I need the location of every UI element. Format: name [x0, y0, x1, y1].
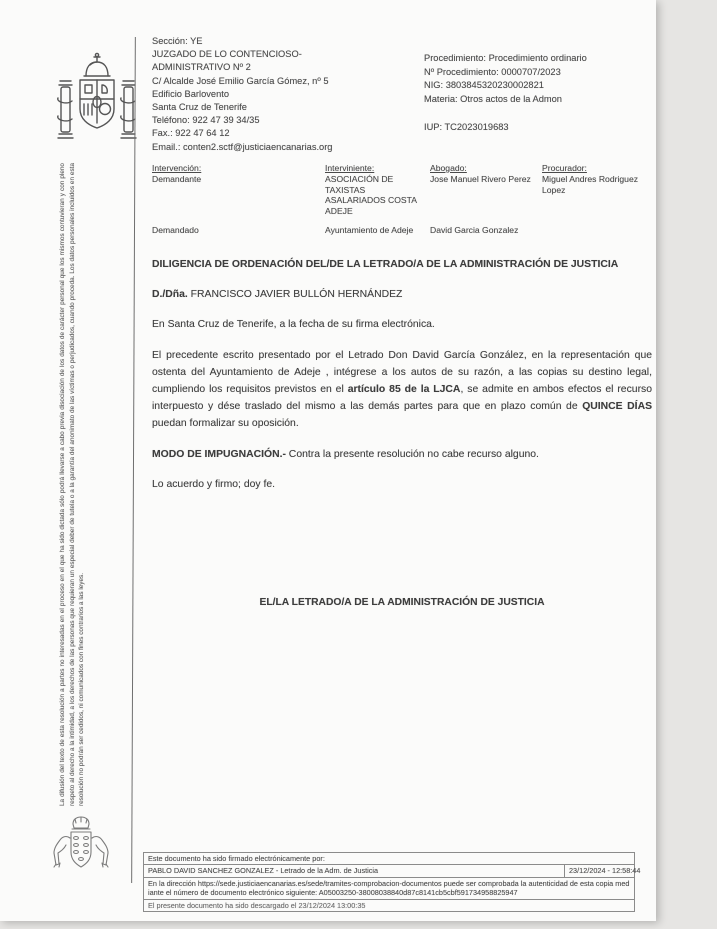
resolution-body [152, 256, 652, 506]
court-address-block [152, 35, 417, 154]
signature-title: EL/LA LETRADO/A DE LA ADMINISTRACIÓN DE JUSTICIA [259, 597, 545, 608]
main-paragraph-segment: puedan formalizar su oposición. [152, 418, 299, 430]
footer-signed-by-label: Este documento ha sido firmado electrónicamente por: [148, 854, 325, 863]
footer-signer-name: PABLO DAVID SANCHEZ GONZALEZ - Letrado de la Adm. de Justicia [148, 866, 379, 876]
signature-footer-table [143, 852, 641, 912]
margin-divider-line [131, 37, 136, 883]
party-row-intervencion: Demandado [152, 224, 199, 235]
party-row-procurador [542, 217, 654, 236]
official-line [152, 286, 652, 303]
parties-header-interviniente: Interviniente: [325, 163, 375, 173]
party-row-interviniente: ASOCIACIÓN DE TAXISTAS ASALARIADOS COSTA ADEJE [325, 173, 417, 217]
place-date-line: En Santa Cruz de Tenerife, a la fecha de su firma electrónica. [152, 319, 435, 331]
main-paragraph [152, 347, 652, 433]
court-email: Email.: conten2.sctf@justiciaencanarias.org [152, 141, 333, 152]
party-row-procurador: Miguel Andres Rodriguez Lopez [542, 173, 639, 195]
court-building: Edificio Barlovento [152, 88, 229, 99]
case-nig: NIG: 3803845320230002821 [424, 80, 544, 91]
parties-table [152, 163, 656, 236]
court-name-line2: ADMINISTRATIVO Nº 2 [152, 62, 251, 73]
case-info-block [424, 52, 656, 135]
main-paragraph-segment: , se admite en ambos efectos el recurso interpuesto y dése traslado del mismo a las demás partes para que en plazo común de [152, 384, 652, 413]
court-section: Sección: YE [152, 36, 203, 46]
court-name-line1: JUZGADO DE LO CONTENCIOSO- [152, 49, 302, 60]
footer-signature-timestamp: 23/12/2024 - 12:58:44 [564, 865, 644, 876]
spain-coat-of-arms-icon [57, 50, 137, 156]
resolution-heading: DILIGENCIA DE ORDENACIÓN DEL/DE LA LETRADO/A DE LA ADMINISTRACIÓN DE JUSTICIA [152, 259, 619, 270]
party-row-intervencion: Demandante [152, 173, 202, 184]
main-paragraph-segment: El precedente escrito presentado por el Letrado Don David García González, en la representación que ostenta del Ayuntamiento de Adeje , intégrese a los autos de su razón, a las copias su destino legal, cumpliendo los requisitos previstos en el [152, 349, 652, 396]
official-name: FRANCISCO JAVIER BULLÓN HERNÁNDEZ [187, 289, 403, 301]
footer-verification-text: En la dirección https://sede.justiciaencanarias.es/sede/tramites-comprobacion-documentos puede ser comprobada la autenticidad de esta copia mediante el número de documento electrónico siguiente: A05003250-38008038840d87c8141cb5cbf591734958825947 [144, 877, 634, 899]
party-row-abogado: David Garcia Gonzalez [430, 224, 519, 235]
impugnacion-paragraph [152, 446, 652, 463]
case-procedure-type: Procedimiento: Procedimiento ordinario [424, 53, 587, 63]
party-row-abogado: Jose Manuel Rivero Perez [430, 173, 531, 184]
case-procedure-number: Nº Procedimiento: 0000707/2023 [424, 66, 561, 77]
main-paragraph-segment-bold: artículo 85 de la LJCA [347, 384, 461, 396]
canary-coat-of-arms-icon [48, 814, 114, 890]
impugnacion-label: MODO DE IMPUGNACIÓN.- [152, 448, 286, 460]
court-phone: Teléfono: 922 47 39 34/35 [152, 115, 260, 126]
closing-line: Lo acuerdo y firmo; doy fe. [152, 478, 276, 490]
case-iup: IUP: TC2023019683 [424, 122, 509, 133]
footer-signer-row [144, 864, 641, 876]
court-city: Santa Cruz de Tenerife [152, 102, 247, 113]
official-prefix: D./Dña. [152, 289, 188, 301]
parties-header-intervencion: Intervención: [152, 163, 202, 173]
case-materia: Materia: Otros actos de la Admon [424, 93, 562, 104]
court-fax: Fax.: 922 47 64 12 [152, 128, 230, 139]
party-row-interviniente: Ayuntamiento de Adeje [325, 224, 414, 235]
footer-downloaded-text: El presente documento ha sido descargado el 23/12/2024 13:00:35 [144, 899, 634, 911]
court-street: C/ Alcalde José Emilio García Gómez, nº 5 [152, 75, 329, 86]
impugnacion-text: Contra la presente resolución no cabe recurso alguno. [285, 448, 539, 460]
main-paragraph-segment-bold: QUINCE DÍAS [582, 401, 652, 413]
margin-disclaimer-text: La difusión del texto de esta resolución a partes no interesadas en el proceso en el que ha sido dictada sólo podrá llevarse a cabo previa disociación de los datos de carácter personal que los mismos contuvieran y con pleno respeto al derecho a la intimidad, a los derechos de las personas que requieran un especial deber de tutela o a la garantía del anonimato de las víctimas o perjudicados, cuando proceda. Los datos personales incluidos en esta resolución no podrán ser cedidos, ni comunicados con fines contrarios a las leyes. [59, 163, 86, 806]
parties-header-procurador: Procurador: [542, 163, 587, 173]
parties-header-abogado: Abogado: [430, 163, 467, 173]
